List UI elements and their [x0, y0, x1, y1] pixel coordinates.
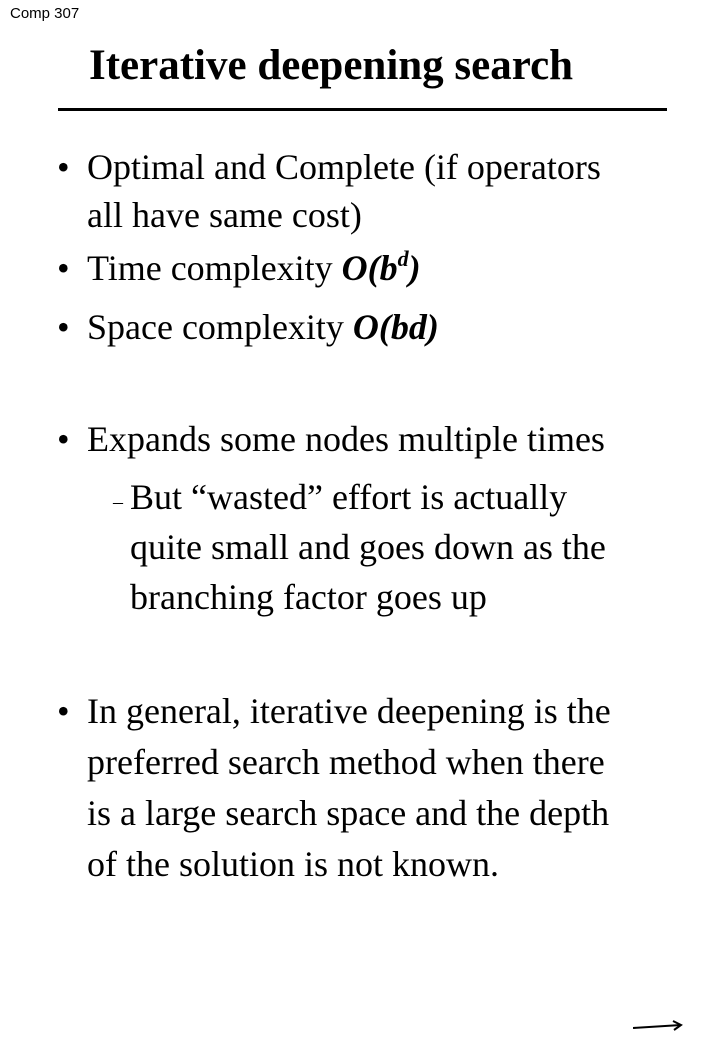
bullet-icon: •	[57, 147, 70, 187]
bullet-prefix: Time complexity	[87, 248, 342, 288]
math-exponent: d	[397, 246, 409, 271]
math-close: )	[408, 248, 421, 288]
course-label: Comp 307	[10, 5, 80, 22]
bullet-line: In general, iterative deepening is the	[87, 691, 611, 731]
bullet-line: all have same cost)	[87, 195, 362, 235]
sub-bullet-line: quite small and goes down as the	[130, 527, 606, 567]
math-main: O(b	[341, 248, 398, 288]
bullet-line: Expands some nodes multiple times	[87, 419, 605, 459]
bullet-prefix: Space complexity	[87, 307, 353, 347]
bullet-text	[87, 303, 439, 351]
bullet-text	[87, 244, 421, 292]
bullet-line: Optimal and Complete (if operators	[87, 147, 601, 187]
bullet-line: preferred search method when there	[87, 742, 605, 782]
sub-bullet-line: But “wasted” effort is actually	[130, 477, 568, 517]
sub-bullet-line: branching factor goes up	[130, 577, 487, 617]
math-expression: O(bd)	[352, 307, 439, 347]
bullet-line: of the solution is not known.	[87, 844, 499, 884]
sub-bullet-dash: –	[113, 491, 123, 513]
right-arrow-icon[interactable]	[633, 1018, 685, 1032]
bullet-icon: •	[57, 307, 70, 347]
slide-title: Iterative deepening search	[89, 42, 574, 89]
bullet-icon: •	[57, 691, 70, 731]
title-underline	[58, 108, 667, 111]
bullet-icon: •	[57, 248, 70, 288]
math-expression	[342, 248, 421, 288]
bullet-icon: •	[57, 419, 70, 459]
bullet-line: is a large search space and the depth	[87, 793, 610, 833]
